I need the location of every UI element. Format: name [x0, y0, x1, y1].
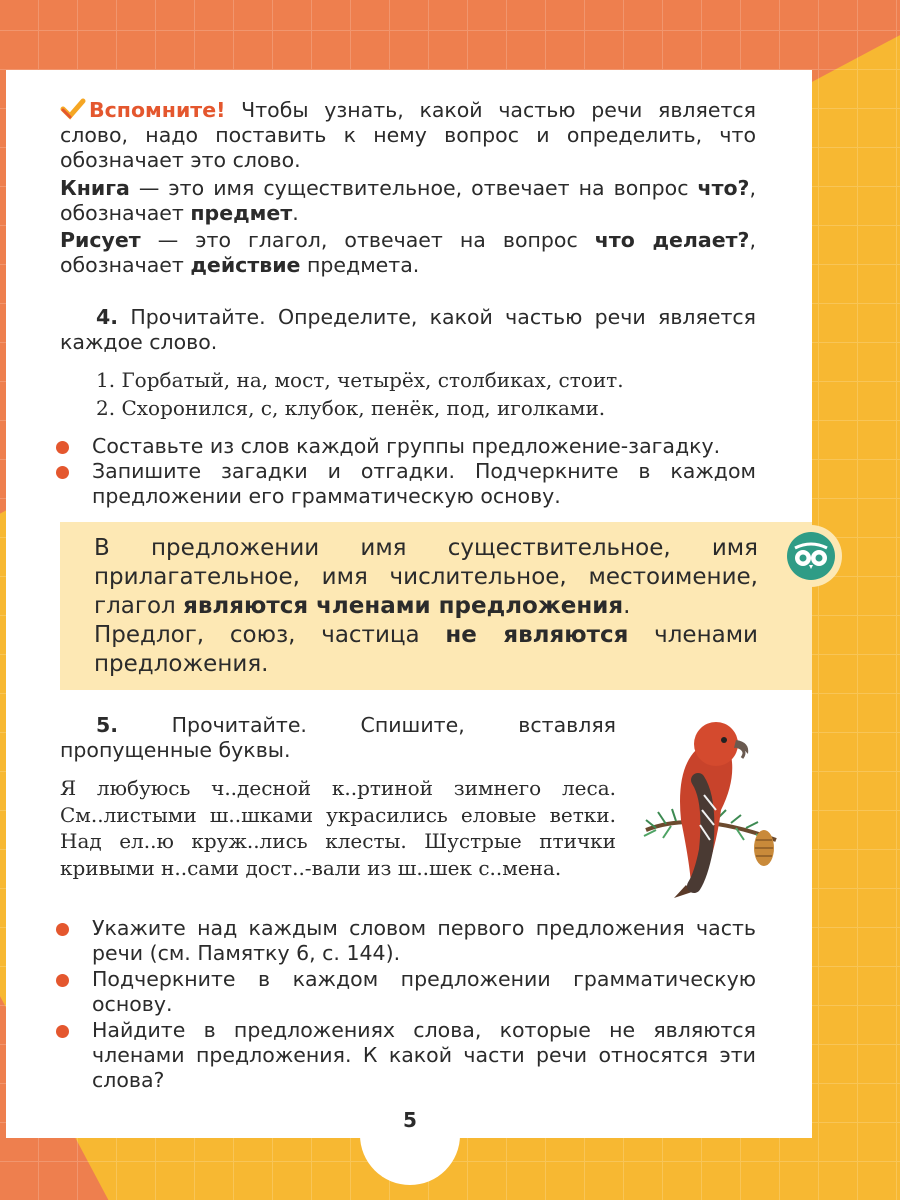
exercise-4-line-2: 2. Схоронился, с, клубок, пенёк, под, иголками. — [96, 396, 606, 420]
exercise-5-task-2-text: Подчеркните в каждом предложении грамматическую основу. — [92, 967, 756, 1016]
rule-text — [94, 534, 758, 679]
bullet-icon — [56, 1025, 69, 1038]
exercise-4-task-2-text: Запишите загадки и отгадки. Подчеркните в каждом предложении его грамматическую основу. — [92, 459, 756, 508]
risuet-word: Рисует — [60, 228, 141, 252]
bullet-icon — [56, 466, 69, 479]
risuet-paragraph — [60, 228, 756, 278]
check-icon — [60, 98, 86, 120]
risuet-text: — это глагол, отвечает на вопрос — [157, 228, 578, 252]
risuet-meaning: действие — [190, 253, 301, 277]
exercise-4-line-1: 1. Горбатый, на, мост, четырёх, столбиках, стоит. — [96, 368, 624, 392]
remember-paragraph — [60, 98, 756, 173]
exercise-4-task-1-text: Составьте из слов каждой группы предложение-загадку. — [92, 434, 721, 458]
risuet-question: что делает? — [594, 228, 750, 252]
risuet-text-2: , обозначает — [60, 228, 756, 277]
risuet-end: предмета. — [307, 253, 420, 277]
exercise-5-task-1 — [60, 916, 756, 966]
exercise-5-task-2 — [60, 967, 756, 1017]
rule-p2-end: членами предложения. — [94, 622, 758, 677]
bullet-icon — [56, 974, 69, 987]
kniga-text: — это имя существительное, отвечает на вопрос — [138, 176, 689, 200]
page-number: 5 — [403, 1108, 417, 1132]
kniga-paragraph: Книга — это имя существительное, отвечает на вопрос что?, обозначает предмет. — [60, 176, 756, 225]
exercise-4-task-1 — [60, 434, 756, 459]
kniga-text-2: , обозначает — [60, 176, 756, 225]
exercise-4-text: Прочитайте. Определите, какой частью речи является каждое слово. — [60, 305, 756, 354]
bullet-icon — [56, 441, 69, 454]
exercise-5-task-3-text: Найдите в предложениях слова, которые не являются членами предложения. К какой части речи относятся эти слова? — [92, 1018, 756, 1092]
remember-text: Чтобы узнать, какой частью речи является слово, надо поставить к нему вопрос и определить, что обозначает это слово. — [60, 98, 756, 172]
crossbill-bird-illustration — [636, 710, 786, 900]
owl-icon — [787, 532, 835, 580]
rule-p1-end: . — [623, 593, 631, 619]
exercise-5-task-3 — [60, 1018, 756, 1093]
rule-p1-bold: являются членами предложения — [183, 593, 624, 619]
exercise-5-passage: Я любуюсь ч..десной к..ртиной зимнего леса. См..листыми ш..шками украсились еловые ветки. Над ел..ю круж..лись клесты. Шустрые птички кривыми н..сами дост..-вали из ш..шек с..мена. — [60, 776, 616, 880]
kniga-meaning: предмет — [190, 201, 293, 225]
rule-p1-start: В предложении имя существительное, имя прилагательное, имя числительное, местоимение, глагол — [94, 535, 758, 619]
remember-label: Вспомните! — [89, 98, 226, 122]
exercise-5-instruction — [60, 713, 616, 763]
kniga-question: что? — [697, 176, 750, 200]
owl-eyes-icon — [787, 532, 835, 580]
page-number-badge — [360, 1085, 460, 1185]
kniga-word: Книга — [60, 176, 130, 200]
rule-p2-bold: не являются — [445, 622, 629, 648]
exercise-4-instruction — [60, 305, 756, 355]
exercise-5-number: 5. — [96, 713, 119, 737]
exercise-5-task-1-text: Укажите над каждым словом первого предложения часть речи (см. Памятку 6, с. 144). — [92, 916, 756, 965]
exercise-4-task-2 — [60, 459, 756, 509]
rule-p2-start: Предлог, союз, частица — [94, 622, 420, 648]
exercise-5-text: Прочитайте. Спишите, вставляя пропущенные буквы. — [60, 713, 616, 762]
bullet-icon — [56, 923, 69, 936]
exercise-4-number: 4. — [96, 305, 119, 329]
